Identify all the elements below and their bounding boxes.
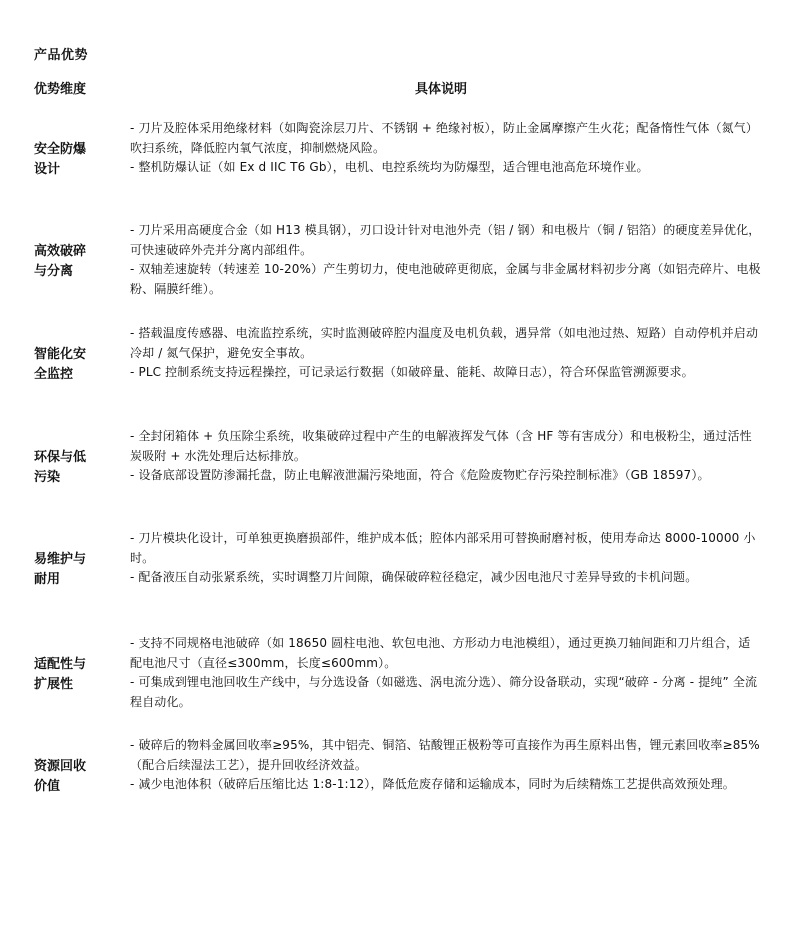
description-point: - 刀片及腔体采用绝缘材料（如陶瓷涂层刀片、不锈钢 + 绝缘衬板），防止金属摩擦产生火花；配备惰性气体（氮气）吹扫系统，降低腔内氧气浓度，抑制燃烧风险。 bbox=[130, 121, 759, 155]
header-dimension: 优势维度 bbox=[34, 82, 87, 97]
description-point: - 可集成到锂电池回收生产线中，与分选设备（如磁选、涡电流分选）、筛分设备联动，实现“破碎 - 分离 - 提纯” 全流程自动化。 bbox=[130, 675, 758, 709]
description-point: - 整机防爆认证（如 Ex d IIC T6 Gb），电机、电控系统均为防爆型，适合锂电池高危环境作业。 bbox=[130, 160, 649, 175]
advantage-description bbox=[130, 119, 762, 178]
advantage-dimension: 易维护与 耐用 bbox=[34, 552, 87, 587]
description-point: - 减少电池体积（破碎后压缩比达 1:8-1:12），降低危废存储和运输成本，同时为后续精炼工艺提供高效预处理。 bbox=[130, 777, 735, 792]
description-point: - 刀片模块化设计，可单独更换磨损部件，维护成本低；腔体内部采用可替换耐磨衬板，使用寿命达 8000-10000 小时。 bbox=[130, 531, 756, 565]
description-point: - 刀片采用高硬度合金（如 H13 模具钢），刃口设计针对电池外壳（铝 / 钢）和电极片（铜 / 铝箔）的硬度差异优化，可快速破碎外壳并分离内部组件。 bbox=[130, 223, 761, 257]
description-point: - PLC 控制系统支持远程操控，可记录运行数据（如破碎量、能耗、故障日志），符合环保监管溯源要求。 bbox=[130, 365, 694, 380]
description-point: - 双轴差速旋转（转速差 10-20%）产生剪切力，使电池破碎更彻底，金属与非金属材料初步分离（如铝壳碎片、电极粉、隔膜纤维）。 bbox=[130, 262, 761, 296]
advantage-dimension: 智能化安 全监控 bbox=[34, 347, 87, 382]
description-point: - 破碎后的物料金属回收率≥95%，其中铝壳、铜箔、钴酸锂正极粉等可直接作为再生原料出售，锂元素回收率≥85%（配合后续湿法工艺），提升回收经济效益。 bbox=[130, 738, 760, 772]
description-point: - 支持不同规格电池破碎（如 18650 圆柱电池、软包电池、方形动力电池模组），通过更换刀轴间距和刀片组合，适配电池尺寸（直径≤300mm，长度≤600mm）。 bbox=[130, 636, 751, 670]
advantage-dimension: 高效破碎 与分离 bbox=[34, 244, 87, 279]
description-point: - 配备液压自动张紧系统，实时调整刀片间隙，确保破碎粒径稳定，减少因电池尺寸差异导致的卡机问题。 bbox=[130, 570, 698, 585]
advantage-dimension: 环保与低 污染 bbox=[34, 450, 87, 485]
description-point: - 设备底部设置防渗漏托盘，防止电解液泄漏污染地面，符合《危险废物贮存污染控制标准》（GB 18597）。 bbox=[130, 468, 710, 483]
advantage-description bbox=[130, 221, 762, 299]
advantage-dimension: 适配性与 扩展性 bbox=[34, 657, 87, 692]
advantage-description bbox=[130, 324, 762, 383]
advantage-description bbox=[130, 736, 762, 795]
advantage-description bbox=[130, 634, 762, 712]
advantage-description bbox=[130, 529, 762, 588]
advantage-description bbox=[130, 427, 762, 486]
section-title: 产品优势 bbox=[34, 48, 89, 63]
header-description: 具体说明 bbox=[415, 82, 468, 97]
advantage-dimension: 资源回收 价值 bbox=[34, 759, 87, 794]
advantage-dimension: 安全防爆 设计 bbox=[34, 142, 87, 177]
description-point: - 全封闭箱体 + 负压除尘系统，收集破碎过程中产生的电解液挥发气体（含 HF 等有害成分）和电极粉尘，通过活性炭吸附 + 水洗处理后达标排放。 bbox=[130, 429, 752, 463]
description-point: - 搭载温度传感器、电流监控系统，实时监测破碎腔内温度及电机负载，遇异常（如电池过热、短路）自动停机并启动冷却 / 氮气保护，避免安全事故。 bbox=[130, 326, 759, 360]
